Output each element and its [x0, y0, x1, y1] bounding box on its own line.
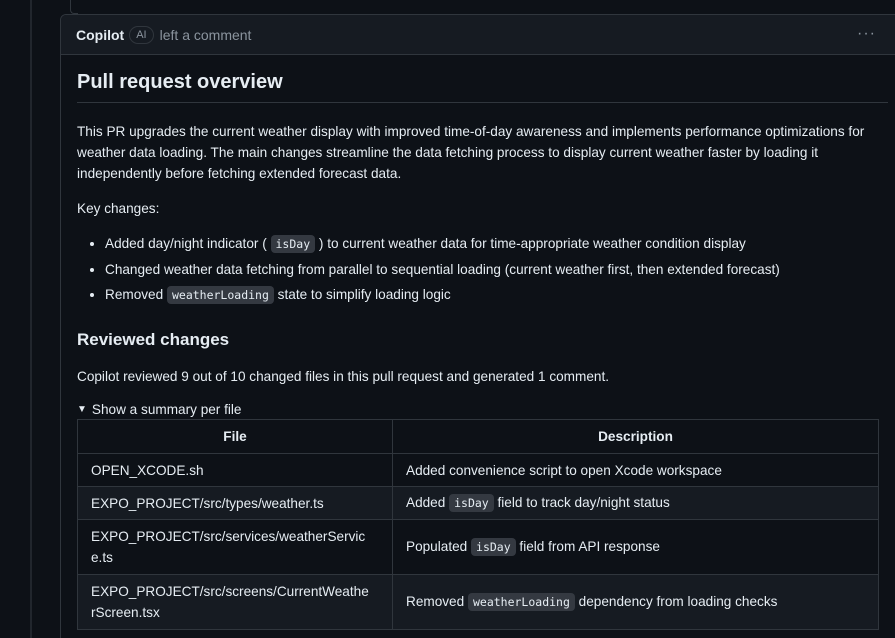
- table-row: [78, 575, 879, 630]
- table-row: [78, 454, 879, 487]
- triangle-down-icon: ▼: [77, 404, 87, 415]
- column-header-file: File: [78, 420, 393, 454]
- table-row: [78, 487, 879, 520]
- description-cell: Removed weatherLoading dependency from loading checks: [393, 575, 879, 630]
- file-cell: OPEN_XCODE.sh: [78, 454, 393, 487]
- description-cell: Added isDay field to track day/night status: [393, 487, 879, 520]
- table-row: [78, 520, 879, 575]
- comment-action-text: left a comment: [159, 26, 252, 43]
- review-summary-text: Copilot reviewed 9 out of 10 changed files in this pull request and generated 1 comment.: [77, 369, 609, 384]
- ai-badge: AI: [129, 26, 153, 44]
- summary-toggle-label: Show a summary per file: [91, 402, 242, 417]
- inline-code: weatherLoading: [167, 286, 274, 304]
- file-cell: EXPO_PROJECT/src/services/weatherServic e.ts: [78, 520, 393, 575]
- column-header-description: Description: [393, 420, 879, 454]
- comment-box: [60, 14, 895, 638]
- list-item: • Changed weather data fetching from parallel to sequential loading (current weather first, then extended forecast): [105, 257, 888, 282]
- more-options-icon[interactable]: ···: [857, 25, 876, 42]
- file-summary-table: [77, 419, 879, 630]
- description-cell: Populated isDay field from API response: [393, 520, 879, 575]
- key-changes-list: [77, 231, 888, 308]
- list-item: • Added day/night indicator ( isDay ) to current weather data for time-appropriate weather condition display: [105, 231, 888, 257]
- timeline-connector: [70, 0, 78, 14]
- inline-code: isDay: [471, 538, 516, 556]
- overview-intro: This PR upgrades the current weather display with improved time-of-day awareness and implements performance optimizations for weather data loading. The main changes streamline the data fetching process to display current weather faster by loading it independently before fetching extended forecast data.: [77, 124, 865, 181]
- file-cell: EXPO_PROJECT/src/types/weather.ts: [78, 487, 393, 520]
- table-header-row: [78, 420, 879, 454]
- file-cell: EXPO_PROJECT/src/screens/CurrentWeathe rScreen.tsx: [78, 575, 393, 630]
- author-name[interactable]: Copilot: [76, 26, 125, 43]
- description-cell: Added convenience script to open Xcode workspace: [393, 454, 879, 487]
- inline-code: isDay: [449, 494, 494, 512]
- inline-code: isDay: [271, 235, 316, 253]
- overview-heading: Pull request overview: [77, 71, 888, 103]
- timeline-line: [30, 0, 32, 638]
- inline-code: weatherLoading: [468, 593, 575, 611]
- key-changes-label: Key changes:: [77, 201, 160, 216]
- comment-header: [61, 15, 895, 55]
- summary-per-file-toggle[interactable]: [77, 402, 888, 417]
- comment-body: [61, 55, 895, 630]
- list-item: • Removed weatherLoading state to simplify loading logic: [105, 282, 888, 308]
- reviewed-changes-heading: Reviewed changes: [77, 330, 230, 349]
